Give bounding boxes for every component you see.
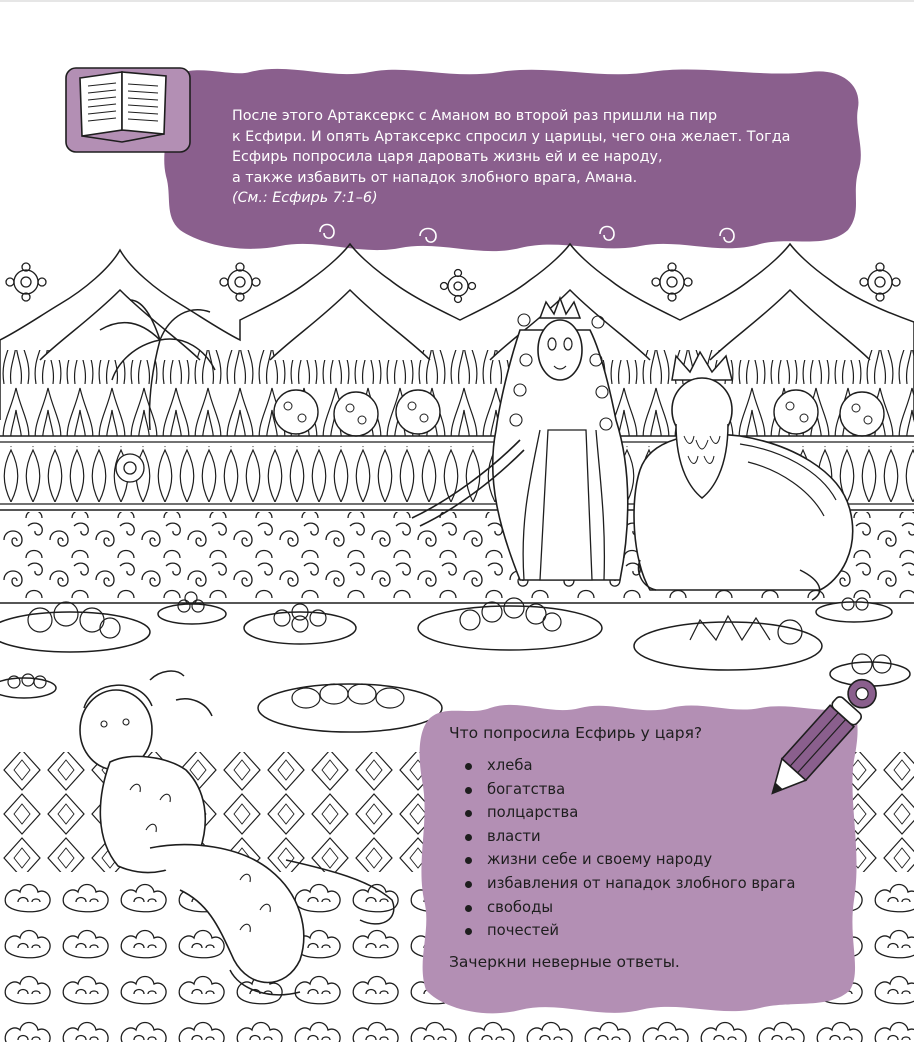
story-line: Есфирь попросила царя даровать жизнь ей и ее народу,	[232, 149, 663, 165]
answer-option[interactable]: почестей	[449, 919, 849, 943]
answer-option[interactable]: свободы	[449, 896, 849, 920]
book-icon	[66, 68, 190, 152]
story-line: к Есфири. И опять Артаксеркс спросил у царицы, чего она желает. Тогда	[232, 128, 791, 145]
story-line: а также избавить от нападок злобного врага, Амана.	[232, 169, 638, 186]
quiz-question: Что попросила Есфирь у царя?	[449, 724, 703, 742]
answer-option[interactable]: богатства	[449, 778, 849, 802]
story-text	[232, 106, 832, 209]
answer-option[interactable]: полцарства	[449, 801, 849, 825]
quiz-instruction: Зачеркни неверные ответы.	[449, 952, 680, 971]
answer-option[interactable]: жизни себе и своему народу	[449, 848, 849, 872]
scripture-reference: (См.: Есфирь 7:1–6)	[232, 190, 378, 206]
story-line: После этого Артаксеркс с Аманом во второй раз пришли на пир	[232, 108, 718, 124]
answer-option[interactable]: избавления от нападок злобного врага	[449, 872, 849, 896]
quiz-content	[449, 724, 849, 971]
answer-list	[449, 754, 849, 943]
answer-option[interactable]: власти	[449, 825, 849, 849]
palace-arches	[0, 244, 914, 436]
answer-option[interactable]: хлеба	[449, 754, 849, 778]
